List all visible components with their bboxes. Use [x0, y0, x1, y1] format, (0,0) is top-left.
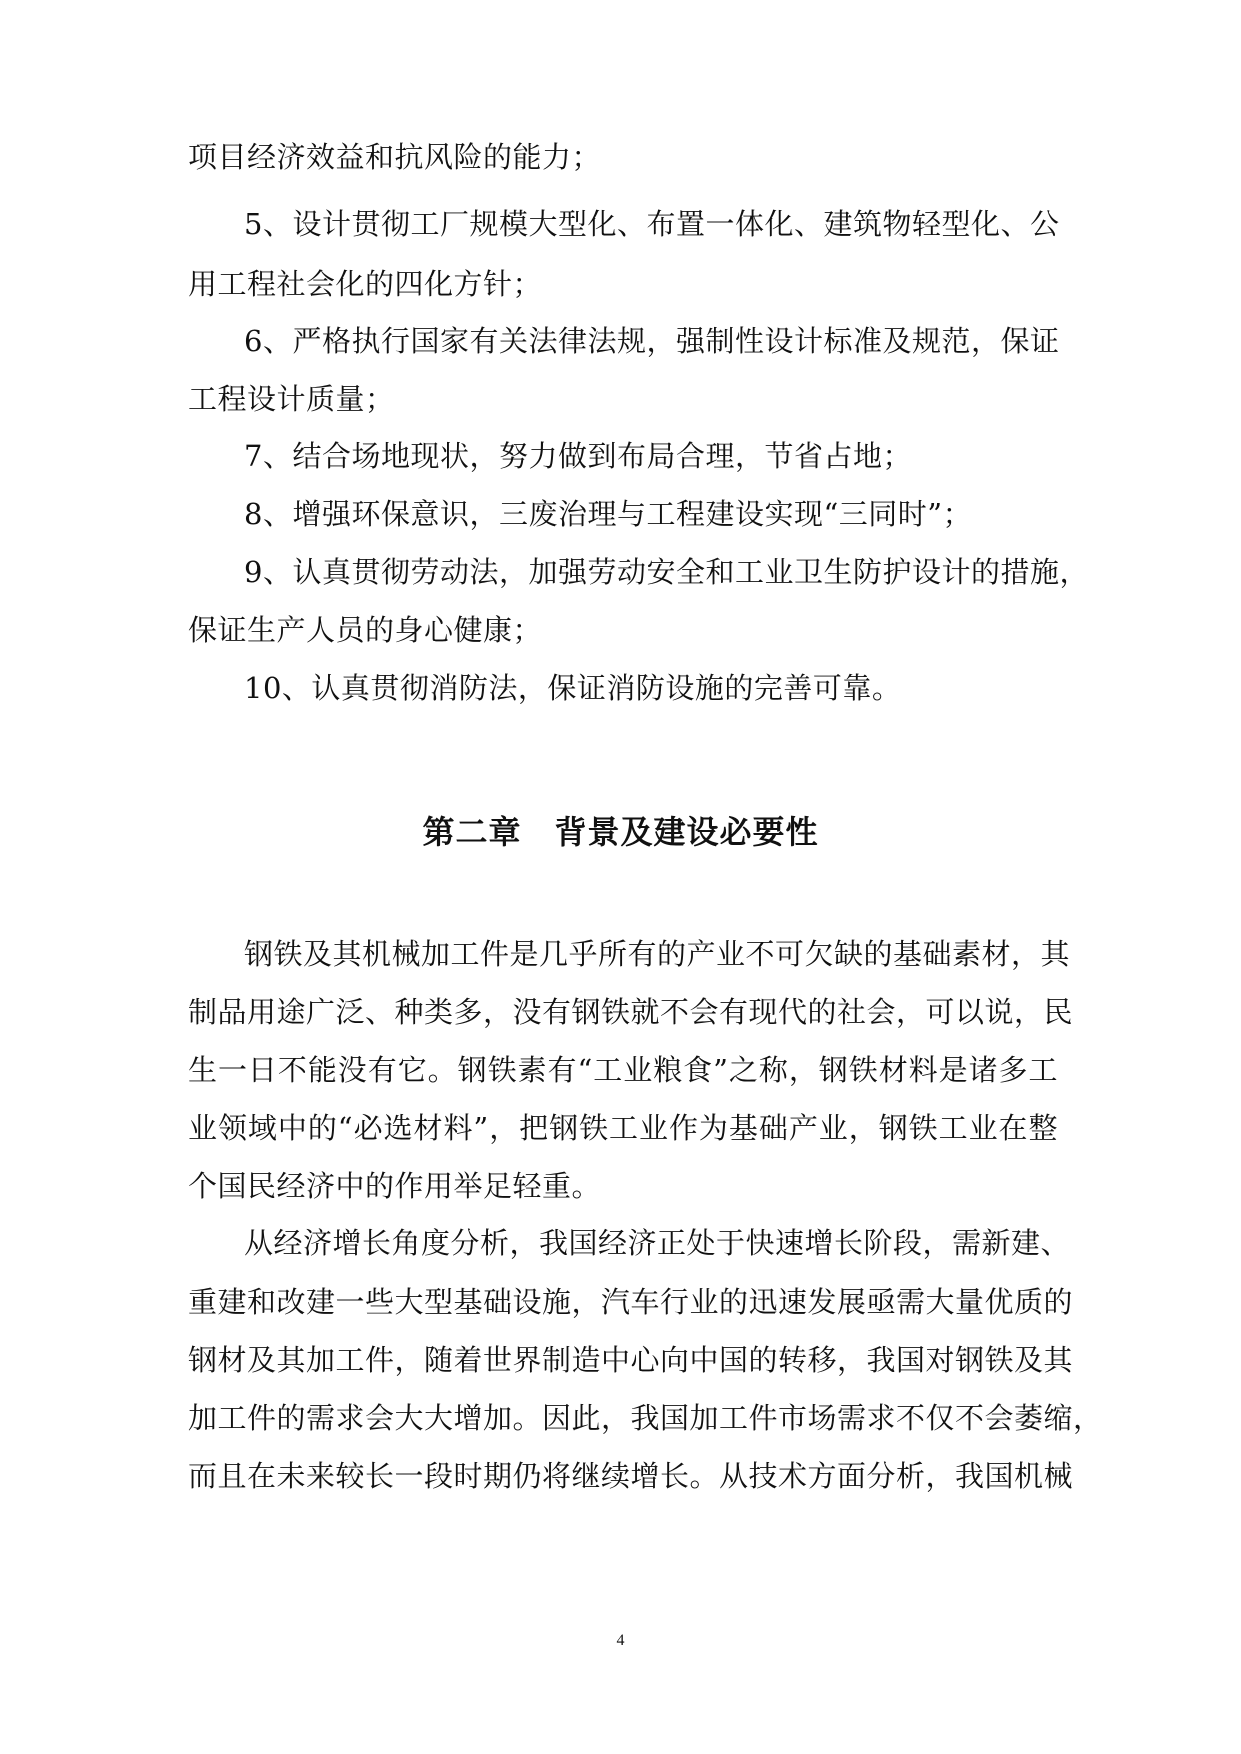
list-item-9-line-2: 保证生产人员的身心健康；	[188, 613, 543, 647]
paragraph-1-line-1: 钢铁及其机械加工件是几乎所有的产业不可欠缺的基础素材，其	[244, 937, 1071, 971]
list-item-8: 8、增强环保意识，三废治理与工程建设实现“三同时”；	[244, 497, 973, 531]
paragraph-2-line-3: 钢材及其加工件，随着世界制造中心向中国的转移，我国对钢铁及其	[188, 1343, 1074, 1377]
text-line: 项目经济效益和抗风险的能力；	[188, 140, 602, 174]
list-item-5-line-2: 用工程社会化的四化方针；	[188, 267, 543, 301]
paragraph-2-line-4: 加工件的需求会大大增加。因此，我国加工件市场需求不仅不会萎缩，	[188, 1401, 1103, 1435]
list-item-6-line-1: 6、严格执行国家有关法律法规，强制性设计标准及规范，保证	[244, 324, 1060, 358]
list-item-5-line-1: 5、设计贯彻工厂规模大型化、布置一体化、建筑物轻型化、公	[244, 207, 1060, 241]
chapter-title: 第二章 背景及建设必要性	[422, 813, 819, 851]
paragraph-1-line-4: 业领域中的“必选材料”，把钢铁工业作为基础产业，钢铁工业在整	[188, 1111, 1058, 1145]
page-number: 4	[616, 1632, 625, 1649]
paragraph-2-line-2: 重建和改建一些大型基础设施，汽车行业的迅速发展亟需大量优质的	[188, 1285, 1074, 1319]
list-item-6-line-2: 工程设计质量；	[188, 382, 395, 416]
list-item-7: 7、结合场地现状，努力做到布局合理，节省占地；	[244, 439, 912, 473]
paragraph-1-line-5: 个国民经济中的作用举足轻重。	[188, 1169, 602, 1203]
list-item-9-line-1: 9、认真贯彻劳动法，加强劳动安全和工业卫生防护设计的措施，	[244, 555, 1089, 589]
paragraph-1-line-3: 生一日不能没有它。钢铁素有“工业粮食”之称，钢铁材料是诸多工	[188, 1053, 1058, 1087]
paragraph-1-line-2: 制品用途广泛、种类多，没有钢铁就不会有现代的社会，可以说，民	[188, 995, 1074, 1029]
paragraph-2-line-5: 而且在未来较长一段时期仍将继续增长。从技术方面分析，我国机械	[188, 1459, 1074, 1493]
list-item-10: 10、认真贯彻消防法，保证消防设施的完善可靠。	[244, 671, 902, 705]
paragraph-2-line-1: 从经济增长角度分析，我国经济正处于快速增长阶段，需新建、	[244, 1226, 1071, 1260]
